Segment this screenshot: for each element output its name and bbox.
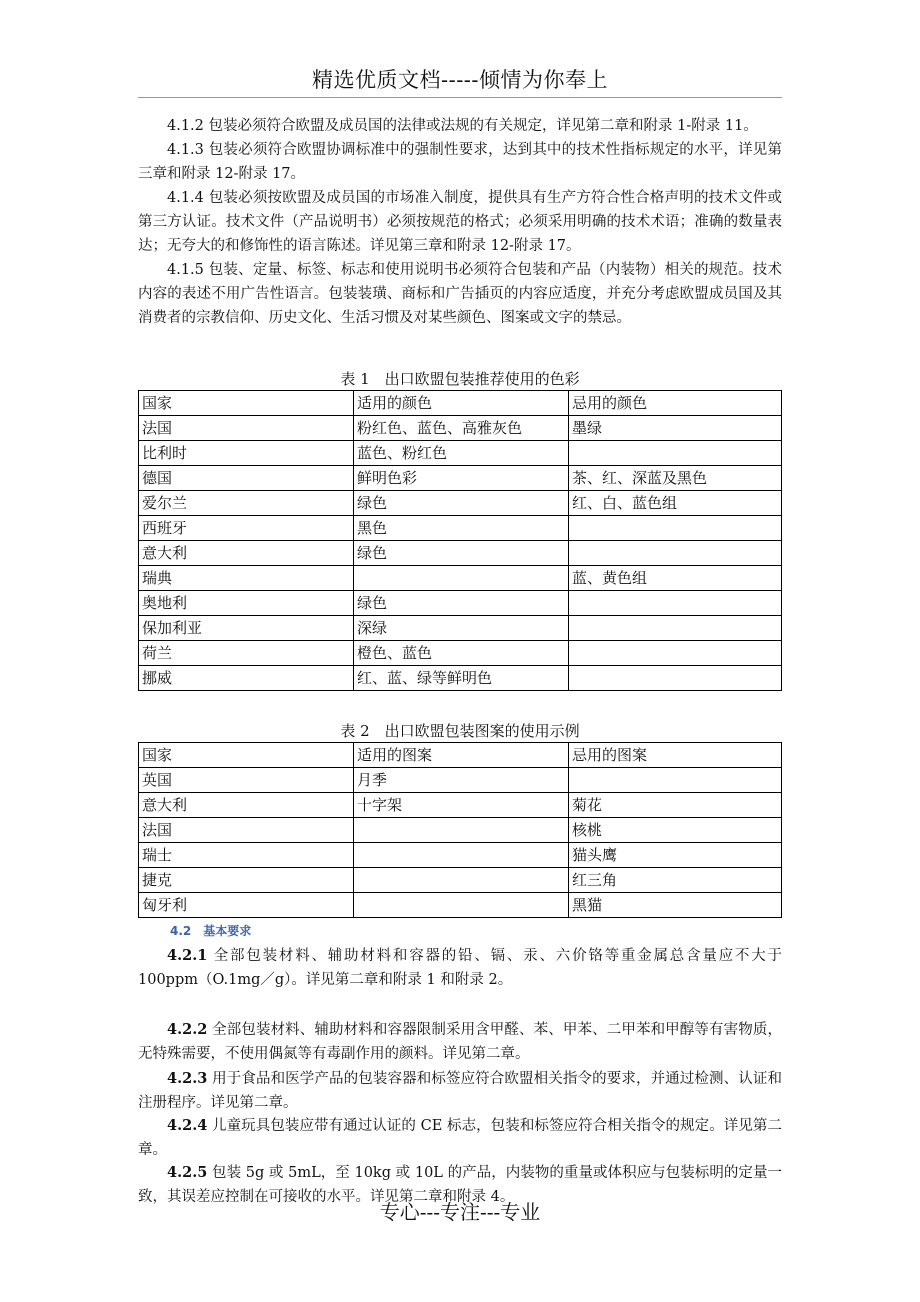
table-cell	[569, 616, 782, 641]
paragraph-4-1-3	[138, 138, 782, 186]
requirement-number: 4.2.1	[167, 947, 208, 964]
section-heading: 4.2 基本要求	[170, 924, 252, 938]
table-cell	[569, 666, 782, 691]
requirement-number: 4.2.2	[167, 1021, 208, 1038]
paragraph-number: 4.1.3	[167, 142, 204, 158]
table-cell: 瑞典	[139, 566, 354, 591]
table-cell: 深绿	[354, 616, 569, 641]
table-cell	[354, 893, 569, 918]
requirement-4-2-2	[138, 1018, 782, 1066]
table-header-row	[139, 391, 782, 416]
table-cell: 保加利亚	[139, 616, 354, 641]
table-cell: 黑猫	[569, 893, 782, 918]
table-row	[139, 768, 782, 793]
table-cell: 匈牙利	[139, 893, 354, 918]
table-cell: 红、蓝、绿等鲜明色	[354, 666, 569, 691]
table-row	[139, 566, 782, 591]
table-cell: 粉红色、蓝色、高雅灰色	[354, 416, 569, 441]
table-cell: 蓝色、粉红色	[354, 441, 569, 466]
table-header-cell: 国家	[139, 391, 354, 416]
table-row	[139, 893, 782, 918]
table-cell	[569, 591, 782, 616]
requirement-text: 儿童玩具包装应带有通过认证的 CE 标志，包装和标签应符合相关指令的规定。详见第二章。	[138, 1118, 782, 1158]
table-cell: 荷兰	[139, 641, 354, 666]
table-cell	[569, 641, 782, 666]
table-cell: 法国	[139, 818, 354, 843]
table-header-cell: 适用的图案	[354, 743, 569, 768]
page-footer: 专心---专注---专业	[379, 1200, 541, 1224]
table-row	[139, 843, 782, 868]
table-header-cell: 忌用的颜色	[569, 391, 782, 416]
paragraph-4-1-2	[138, 114, 782, 138]
table-cell	[354, 843, 569, 868]
table-cell: 比利时	[139, 441, 354, 466]
paragraph-number: 4.1.5	[167, 262, 204, 278]
table-row	[139, 868, 782, 893]
table-row	[139, 591, 782, 616]
table-row	[139, 491, 782, 516]
table-cell: 菊花	[569, 793, 782, 818]
table-cell: 绿色	[354, 591, 569, 616]
table-cell: 红三角	[569, 868, 782, 893]
table-cell: 西班牙	[139, 516, 354, 541]
table2-patterns	[138, 742, 782, 918]
table1-colors	[138, 390, 782, 691]
table-cell	[569, 441, 782, 466]
requirement-4-2-4	[138, 1114, 782, 1162]
table-cell: 黑色	[354, 516, 569, 541]
table-cell	[354, 868, 569, 893]
paragraph-text: 包装必须按欧盟及成员国的市场准入制度，提供具有生产方符合性合格声明的技术文件或第三方认证。技术文件（产品说明书）必须按规范的格式；必须采用明确的技术术语；准确的数量表达；无夸大的和修饰性的语言陈述。详见第三章和附录 12-附录 17。	[138, 190, 782, 254]
table-cell: 爱尔兰	[139, 491, 354, 516]
table-cell: 墨绿	[569, 416, 782, 441]
table-row	[139, 541, 782, 566]
table-cell: 茶、红、深蓝及黑色	[569, 466, 782, 491]
table-cell: 绿色	[354, 541, 569, 566]
requirement-text: 用于食品和医学产品的包装容器和标签应符合欧盟相关指令的要求，并通过检测、认证和注册程序。详见第二章。	[138, 1071, 782, 1111]
table-cell: 英国	[139, 768, 354, 793]
table-cell: 蓝、黄色组	[569, 566, 782, 591]
table-cell: 法国	[139, 416, 354, 441]
table-cell: 意大利	[139, 793, 354, 818]
page-header: 精选优质文档-----倾情为你奉上	[312, 68, 608, 92]
table-cell: 绿色	[354, 491, 569, 516]
table-cell: 核桃	[569, 818, 782, 843]
table-row	[139, 416, 782, 441]
paragraph-text: 包装必须符合欧盟协调标准中的强制性要求，达到其中的技术性指标规定的水平，详见第三章和附录 12-附录 17。	[138, 142, 782, 182]
table-cell: 德国	[139, 466, 354, 491]
table-cell	[569, 768, 782, 793]
table-header-cell: 适用的颜色	[354, 391, 569, 416]
requirement-4-2-1	[138, 944, 782, 992]
table-row	[139, 666, 782, 691]
requirement-text: 包装 5g 或 5mL，至 10kg 或 10L 的产品，内装物的重量或体积应与包装标明的定量一致，其误差应控制在可接收的水平。详见第二章和附录 4。	[138, 1165, 782, 1205]
paragraph-4-1-4	[138, 186, 782, 258]
table-row	[139, 466, 782, 491]
table-cell: 猫头鹰	[569, 843, 782, 868]
table-header-cell: 国家	[139, 743, 354, 768]
header-divider	[138, 97, 782, 98]
requirement-4-2-3	[138, 1067, 782, 1115]
table-row	[139, 818, 782, 843]
table-cell: 瑞士	[139, 843, 354, 868]
table-cell	[354, 818, 569, 843]
table-cell: 奥地利	[139, 591, 354, 616]
requirement-number: 4.2.3	[167, 1070, 208, 1087]
table-cell: 十字架	[354, 793, 569, 818]
table-cell: 捷克	[139, 868, 354, 893]
table-header-row	[139, 743, 782, 768]
paragraph-text: 包装必须符合欧盟及成员国的法律或法规的有关规定，详见第二章和附录 1-附录 11。	[203, 118, 758, 134]
table-header-cell: 忌用的图案	[569, 743, 782, 768]
paragraph-text: 包装、定量、标签、标志和使用说明书必须符合包装和产品（内装物）相关的规范。技术内容的表述不用广告性语言。包装装璜、商标和广告插页的内容应适度，并充分考虑欧盟成员国及其消费者的宗教信仰、历史文化、生活习惯及对某些颜色、图案或文字的禁忌。	[138, 262, 782, 326]
table-cell: 鲜明色彩	[354, 466, 569, 491]
table-row	[139, 441, 782, 466]
table-row	[139, 641, 782, 666]
table-cell: 月季	[354, 768, 569, 793]
paragraph-number: 4.1.2	[167, 118, 204, 134]
table-row	[139, 516, 782, 541]
table-cell: 红、白、蓝色组	[569, 491, 782, 516]
requirement-number: 4.2.4	[167, 1117, 208, 1134]
table-cell	[354, 566, 569, 591]
table-cell: 挪威	[139, 666, 354, 691]
table2-caption: 表 2 出口欧盟包装图案的使用示例	[340, 722, 580, 740]
table-cell: 橙色、蓝色	[354, 641, 569, 666]
paragraph-4-1-5	[138, 258, 782, 330]
paragraph-number: 4.1.4	[167, 190, 204, 206]
requirement-text: 全部包装材料、辅助材料和容器的铅、镉、汞、六价铬等重金属总含量应不大于 100ppm（O.1mg／g）。详见第二章和附录 1 和附录 2。	[138, 948, 782, 988]
requirement-text: 全部包装材料、辅助材料和容器限制采用含甲醛、苯、甲苯、二甲苯和甲醇等有害物质，无特殊需要，不使用偶氮等有毒副作用的颜料。详见第二章。	[138, 1022, 782, 1062]
table-cell	[569, 516, 782, 541]
table1-caption: 表 1 出口欧盟包装推荐使用的色彩	[340, 370, 580, 388]
table-row	[139, 616, 782, 641]
table-row	[139, 793, 782, 818]
table-cell	[569, 541, 782, 566]
table-cell: 意大利	[139, 541, 354, 566]
requirement-number: 4.2.5	[167, 1164, 208, 1181]
